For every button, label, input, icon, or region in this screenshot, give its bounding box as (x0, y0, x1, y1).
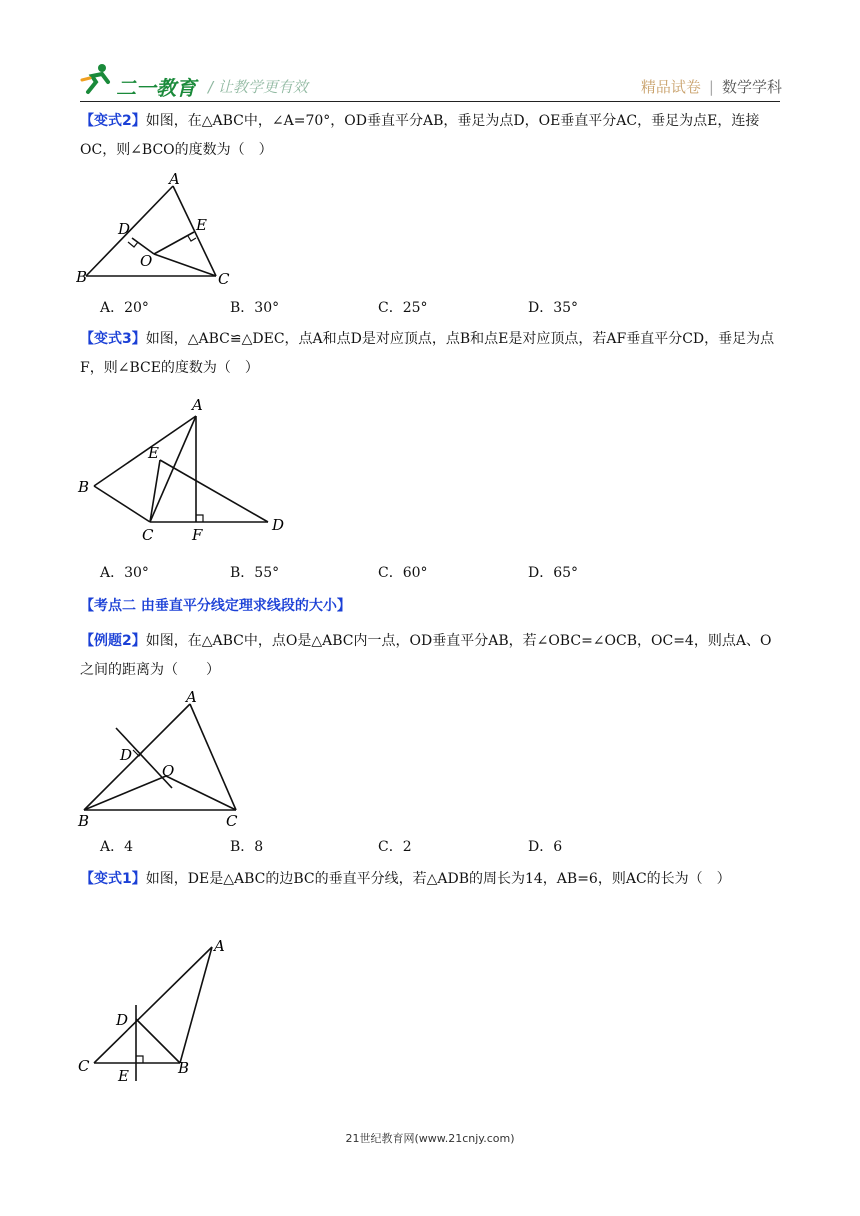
header-divider (80, 101, 780, 102)
option-a: A．20° (100, 300, 149, 316)
header-right-label: 精品试卷 (640, 78, 701, 96)
figure-label: F (192, 526, 203, 544)
figure-label: E (196, 216, 207, 234)
header-right (641, 76, 782, 97)
question-tag: 【例题2】 (80, 633, 146, 649)
figure-label: D (120, 746, 133, 764)
figure-label: D (272, 516, 285, 534)
figure-label: O (162, 762, 175, 780)
option-c: C．2 (378, 839, 412, 855)
figure-label: C (226, 812, 238, 830)
header-separator: | (708, 78, 714, 96)
figure-label: B (178, 1059, 190, 1077)
option-d: D．65° (528, 565, 579, 581)
question-text: 如图，DE是△ABC的边BC的垂直平分线，若△ADB的周长为14，AB=6，则AC的长为（ ） (145, 871, 731, 887)
figure-label: B (78, 812, 90, 830)
figure-label: B (78, 478, 90, 496)
question-variant-2 (80, 107, 782, 165)
logo-runner-icon (80, 62, 116, 98)
figure-label: C (142, 526, 154, 544)
option-a: A．30° (100, 565, 149, 581)
option-a: A．4 (100, 839, 134, 855)
question-text: 如图，△ABC≌△DEC，点A和点D是对应顶点，点B和点E是对应顶点，若AF垂直平分CD，垂足为点F，则∠BCE的度数为（ ） (80, 331, 775, 376)
question-tag: 【变式2】 (80, 113, 146, 129)
question-variant-3 (80, 325, 782, 383)
figure-example-2 (76, 690, 256, 830)
figure-variant-1 (76, 935, 236, 1085)
figure-label: C (78, 1057, 90, 1075)
question-example-2 (80, 627, 782, 685)
option-d: D．6 (528, 839, 563, 855)
logo-text: 二一教育 (116, 76, 196, 100)
option-b: B．8 (230, 839, 264, 855)
question-tag: 【变式3】 (80, 331, 146, 347)
figure-label: A (214, 937, 225, 955)
slogan: / 让教学更有效 (208, 78, 308, 96)
figure-label: B (76, 268, 88, 286)
option-c: C．60° (378, 565, 428, 581)
question-text: 如图，在△ABC中，点O是△ABC内一点，OD垂直平分AB，若∠OBC=∠OCB，OC=4，则点A、O之间的距离为（ ） (80, 633, 772, 678)
question-tag: 【变式1】 (80, 871, 146, 887)
figure-label: E (118, 1067, 129, 1085)
figure-label: D (118, 220, 131, 238)
figure-label: O (140, 252, 153, 270)
option-d: D．35° (528, 300, 579, 316)
header (80, 62, 782, 102)
section-heading: 【考点二 由垂直平分线定理求线段的大小】 (80, 598, 351, 614)
figure-label: A (186, 690, 197, 706)
header-subject: 数学学科 (721, 78, 782, 96)
figure-label: A (192, 396, 203, 414)
figure-variant-3 (76, 394, 296, 544)
figure-label: A (169, 172, 180, 188)
question-text: 如图，在△ABC中，∠A=70°，OD垂直平分AB，垂足为点D，OE垂直平分AC，垂足为点E，连接OC，则∠BCO的度数为（ ） (80, 113, 760, 158)
figure-label: C (218, 270, 230, 288)
question-variant-1 (80, 865, 782, 894)
figure-variant-2 (76, 172, 246, 290)
option-b: B．55° (230, 565, 280, 581)
figure-label: D (116, 1011, 129, 1029)
option-c: C．25° (378, 300, 428, 316)
option-b: B．30° (230, 300, 280, 316)
figure-label: E (148, 444, 159, 462)
footer: 21世纪教育网(www.21cnjy.com) (345, 1132, 515, 1145)
